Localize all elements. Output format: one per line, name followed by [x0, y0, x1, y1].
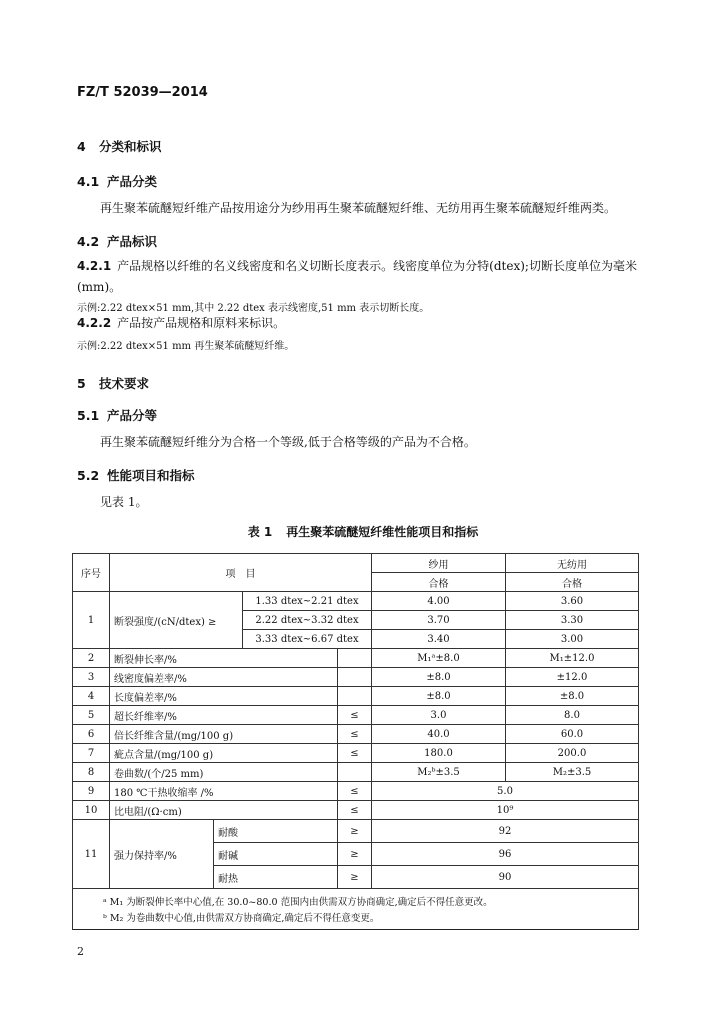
section-5-2-heading: 5.2 性能项目和指标 — [77, 468, 195, 483]
table-row — [73, 801, 639, 820]
row-symbol: ≥ — [338, 843, 372, 866]
page-number: 2 — [77, 945, 84, 958]
row-subitem: 1.33 dtex~2.21 dtex — [243, 592, 372, 611]
cell-nonwoven: 3.30 — [506, 611, 639, 630]
header-nonwoven: 无纺用 — [506, 554, 639, 573]
table-row — [73, 763, 639, 782]
row-symbol — [338, 763, 372, 782]
cell-nonwoven: M₁±12.0 — [506, 649, 639, 668]
row-seq: 9 — [73, 782, 110, 801]
row-subitem: 耐热 — [214, 866, 338, 889]
performance-table — [72, 553, 639, 930]
row-subitem: 耐碱 — [214, 843, 338, 866]
table-note-row — [73, 889, 639, 910]
table-row — [73, 706, 639, 725]
cell-merged-value: 92 — [372, 820, 639, 843]
cell-yarn: 40.0 — [372, 725, 506, 744]
header-grade-yarn: 合格 — [372, 573, 506, 592]
cell-nonwoven: 60.0 — [506, 725, 639, 744]
header-item: 项 目 — [110, 554, 372, 592]
table-footnote-b: ᵇ M₂ 为卷曲数中心值,由供需双方协商确定,确定后不得任意变更。 — [73, 909, 639, 930]
cell-nonwoven: ±12.0 — [506, 668, 639, 687]
row-symbol: ≤ — [338, 725, 372, 744]
cell-yarn: M₂ᵇ±3.5 — [372, 763, 506, 782]
row-seq: 6 — [73, 725, 110, 744]
row-item: 断裂强度/(cN/dtex) ≥ — [110, 592, 243, 649]
section-4-1-heading: 4.1 产品分类 — [77, 174, 158, 189]
row-item: 强力保持率/% — [110, 820, 214, 889]
table-row — [73, 649, 639, 668]
section-4-2-1-example: 示例:2.22 dtex×51 mm,其中 2.22 dtex 表示线密度,51 mm 表示切断长度。 — [77, 303, 430, 314]
row-seq: 11 — [73, 820, 110, 889]
row-item: 断裂伸长率/% — [110, 649, 338, 668]
table-caption: 表 1 再生聚苯硫醚短纤维性能项目和指标 — [247, 525, 479, 539]
row-item: 超长纤维率/% — [110, 706, 338, 725]
row-seq: 3 — [73, 668, 110, 687]
cell-merged-value: 96 — [372, 843, 639, 866]
row-seq: 8 — [73, 763, 110, 782]
row-seq: 10 — [73, 801, 110, 820]
standard-header: FZ/T 52039—2014 — [77, 85, 208, 100]
row-item: 长度偏差率/% — [110, 687, 338, 706]
section-5-1-heading: 5.1 产品分等 — [77, 408, 158, 423]
cell-nonwoven: 3.00 — [506, 630, 639, 649]
cell-merged-value: 90 — [372, 866, 639, 889]
cell-yarn: 180.0 — [372, 744, 506, 763]
section-5-2-text: 见表 1。 — [100, 495, 148, 509]
section-5-1-text: 再生聚苯硫醚短纤维分为合格一个等级,低于合格等级的产品为不合格。 — [100, 435, 476, 449]
header-grade-nonwoven: 合格 — [506, 573, 639, 592]
cell-merged-value: 5.0 — [372, 782, 639, 801]
row-seq: 1 — [73, 592, 110, 649]
row-item: 180 ℃干热收缩率 /% — [110, 782, 338, 801]
row-item: 疵点含量/(mg/100 g) — [110, 744, 338, 763]
row-seq: 4 — [73, 687, 110, 706]
section-4-2-heading: 4.2 产品标识 — [77, 234, 158, 249]
row-symbol — [338, 687, 372, 706]
cell-nonwoven: 200.0 — [506, 744, 639, 763]
row-symbol: ≥ — [338, 866, 372, 889]
table-note-row — [73, 909, 639, 930]
table-footnote-a: ᵃ M₁ 为断裂伸长率中心值,在 30.0~80.0 范围内由供需双方协商确定,确定后不得任意更改。 — [73, 889, 639, 910]
row-seq: 5 — [73, 706, 110, 725]
row-item: 倍长纤维含量/(mg/100 g) — [110, 725, 338, 744]
table-header-row — [73, 554, 639, 573]
section-4-1-text: 再生聚苯硫醚短纤维产品按用途分为纱用再生聚苯硫醚短纤维、无纺用再生聚苯硫醚短纤维两类。 — [100, 201, 617, 215]
row-symbol — [338, 668, 372, 687]
row-item: 比电阻/(Ω·cm) — [110, 801, 338, 820]
row-symbol: ≤ — [338, 706, 372, 725]
table-row — [73, 668, 639, 687]
cell-yarn: 4.00 — [372, 592, 506, 611]
cell-yarn: ±8.0 — [372, 668, 506, 687]
cell-yarn: M₁ᵃ±8.0 — [372, 649, 506, 668]
cell-nonwoven: 8.0 — [506, 706, 639, 725]
row-symbol: ≥ — [338, 820, 372, 843]
cell-yarn: 3.0 — [372, 706, 506, 725]
row-subitem: 2.22 dtex~3.32 dtex — [243, 611, 372, 630]
row-seq: 2 — [73, 649, 110, 668]
cell-yarn: ±8.0 — [372, 687, 506, 706]
row-item: 线密度偏差率/% — [110, 668, 338, 687]
section-4-heading: 4 分类和标识 — [77, 139, 162, 154]
cell-yarn: 3.40 — [372, 630, 506, 649]
row-item: 卷曲数/(个/25 mm) — [110, 763, 338, 782]
table-row — [73, 744, 639, 763]
table-row — [73, 782, 639, 801]
cell-nonwoven: 3.60 — [506, 592, 639, 611]
section-5-heading: 5 技术要求 — [77, 376, 150, 391]
cell-yarn: 3.70 — [372, 611, 506, 630]
cell-merged-value: 10⁹ — [372, 801, 639, 820]
table-row — [73, 725, 639, 744]
row-subitem: 耐酸 — [214, 820, 338, 843]
table-row — [73, 687, 639, 706]
row-subitem: 3.33 dtex~6.67 dtex — [243, 630, 372, 649]
row-symbol: ≤ — [338, 801, 372, 820]
section-4-2-1-text: 4.2.1 产品规格以纤维的名义线密度和名义切断长度表示。线密度单位为分特(dtex);切断长度单位为毫米(mm)。 — [77, 259, 637, 294]
table-row — [73, 592, 639, 611]
section-4-2-2-text: 4.2.2 产品按产品规格和原料来标识。 — [77, 316, 286, 330]
row-symbol — [338, 649, 372, 668]
section-4-2-2-example: 示例:2.22 dtex×51 mm 再生聚苯硫醚短纤维。 — [77, 341, 295, 352]
cell-nonwoven: ±8.0 — [506, 687, 639, 706]
row-symbol: ≤ — [338, 782, 372, 801]
row-seq: 7 — [73, 744, 110, 763]
header-yarn: 纱用 — [372, 554, 506, 573]
row-symbol: ≤ — [338, 744, 372, 763]
header-seq: 序号 — [73, 554, 110, 592]
cell-nonwoven: M₂±3.5 — [506, 763, 639, 782]
table-row — [73, 820, 639, 843]
